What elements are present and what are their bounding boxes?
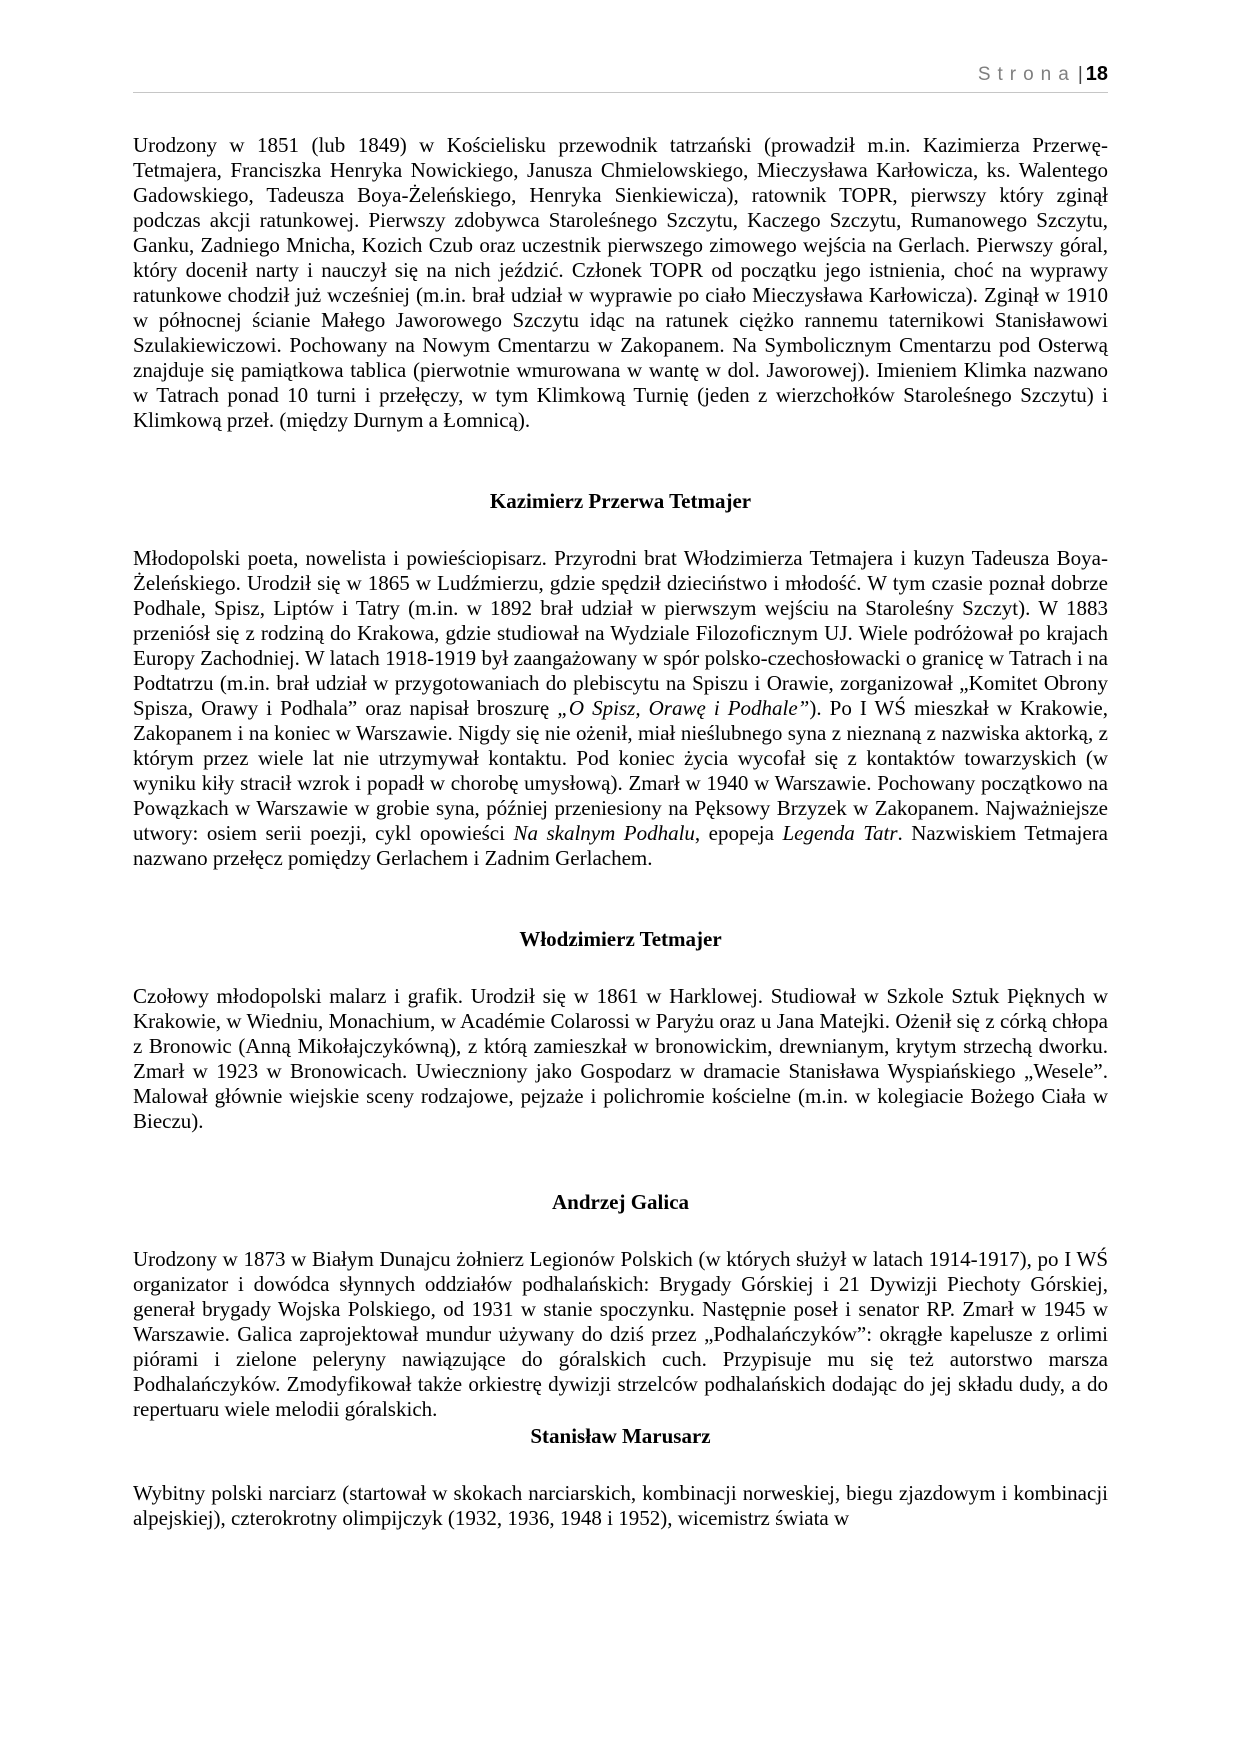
section-heading-kazimierz-przerwa-tetmajer: Kazimierz Przerwa Tetmajer [489,489,752,513]
section-heading-wlodzimierz-tetmajer: Włodzimierz Tetmajer [519,927,722,951]
text-run: , epopeja [694,821,783,845]
text-run: Urodzony w 1873 w Białym Dunajcu żołnierz Legionów Polskich (w których służył w latach 1914-1917), po I WŚ organizator i dowódca słynnych oddziałów podhalańskich: Brygady Górskiej i 21 Dywizji Piechoty Górskiej, generał brygady Wojska Polskiego, od 1931 w stanie spoczynku. Następnie poseł i senator RP. Zmarł w 1945 w Warszawie. Galica zaprojektował mundur używany do dziś przez „Podhalańczyków”: okrągłe kapelusze z orlimi piórami i zielone peleryny nawiązujące do góralskich cuch. Przypisuje mu się też autorstwo marsza Podhalańczyków. Zmodyfikował także orkiestrę dywizji strzelców podhalańskich dodając do jej składu dudy, a do repertuaru wiele melodii góralskich. [133,1247,1108,1421]
text-run: Młodopolski poeta, nowelista i powieściopisarz. Przyrodni brat Włodzimierza Tetmajera i kuzyn Tadeusza Boya-Żeleńskiego. Urodził się w 1865 w Ludźmierzu, gdzie spędził dzieciństwo i młodość. W tym czasie poznał dobrze Podhale, Spisz, Liptów i Tatry (m.in. w 1892 brał udział w pierwszym wejściu na Staroleśny Szczyt). W 1883 przeniósł się z rodziną do Krakowa, gdzie studiował na Wydziale Filozoficznym UJ. Wiele podróżował po krajach Europy Zachodniej. W latach 1918-1919 był zaangażowany w spór polsko-czechosłowacki o granicę w Tatrach i na Podtatrzu (m.in. brał udział w przygotowaniach do plebiscytu na Spiszu i Orawie, zorganizował „Komitet Obrony Spisza, Orawy i Podhala” oraz napisał broszurę [133,546,1108,720]
section-heading-stanislaw-marusarz: Stanisław Marusarz [530,1424,711,1448]
page-header-divider: | [1077,64,1083,85]
page-header-label: Strona [977,64,1076,85]
page-header [133,0,1108,87]
text-run: . Nazwiskiem Tetmajera nazwano przełęcz pomiędzy Gerlachem i Zadnim Gerlachem. [133,821,1108,870]
paragraph-wlodzimierz-tetmajer [133,984,1108,1134]
text-run-italic-book-title: Na skalnym Podhalu [513,821,695,845]
section-heading-andrzej-galica: Andrzej Galica [551,1190,690,1214]
page-number: 18 [1085,63,1108,85]
paragraph-andrzej-galica [133,1247,1108,1422]
text-run: Czołowy młodopolski malarz i grafik. Urodził się w 1861 w Harklowej. Studiował w Szkole Sztuk Pięknych w Krakowie, w Wiedniu, Monachium, w Académie Colarossi w Paryżu oraz u Jana Matejki. Ożenił się z córką chłopa z Bronowic (Anną Mikołajczykówną), z którą zamieszkał w bronowickim, drewnianym, krytym strzechą dworku. Zmarł w 1923 w Bronowicach. Uwieczniony jako Gospodarz w dramacie Stanisława Wyspiańskiego „Wesele”. Malował głównie wiejskie sceny rodzajowe, pejzaże i polichromie kościelne (m.in. w kolegiacie Bożego Ciała w Bieczu). [133,984,1108,1133]
text-run: ). Po I WŚ mieszkał w Krakowie, Zakopanem i na koniec w Warszawie. Nigdy się nie ożenił, miał nieślubnego syna z nieznaną z nazwiska aktorką, z którym przez wiele lat nie utrzymywał kontaktu. Pod koniec życia wycofał się z kontaktów towarzyskich (w wyniku kiły stracił wzrok i popadł w chorobę umysłową). Zmarł w 1940 w Warszawie. Pochowany początkowo na Powązkach w Warszawie w grobie syna, później przeniesiony na Pęksowy Brzyzek w Zakopanem. Najważniejsze utwory: osiem serii poezji, cykl opowieści [133,696,1109,845]
paragraph-stanislaw-marusarz [133,1481,1108,1531]
text-run-italic-book-title: „O Spisz, Orawę i Podhale” [557,696,810,720]
text-run: Wybitny polski narciarz (startował w skokach narciarskich, kombinacji norweskiej, biegu zjazdowym i kombinacji alpejskiej), czterokrotny olimpijczyk (1932, 1936, 1948 i 1952), wicemistrz świata w [133,1481,1108,1530]
paragraph-kazimierz-przerwa-tetmajer [133,546,1108,871]
paragraph-continuation: Urodzony w 1851 (lub 1849) w Kościelisku przewodnik tatrzański (prowadził m.in. Kazimierza Przerwę-Tetmajera, Franciszka Henryka Nowickiego, Janusza Chmielowskiego, Mieczysława Karłowicza, ks. Walentego Gadowskiego, Tadeusza Boya-Żeleńskiego, Henryka Sienkiewicza), ratownik TOPR, pierwszy który zginął podczas akcji ratunkowej. Pierwszy zdobywca Staroleśnego Szczytu, Kaczego Szczytu, Rumanowego Szczytu, Ganku, Zadniego Mnicha, Kozich Czub oraz uczestnik pierwszego zimowego wejścia na Gerlach. Pierwszy góral, który docenił narty i nauczył się na nich jeździć. Członek TOPR od początku jego istnienia, choć na wyprawy ratunkowe chodził już wcześniej (m.in. brał udział w wyprawie po ciało Mieczysława Karłowicza). Zginął w 1910 w północnej ścianie Małego Jaworowego Szczytu idąc na ratunek ciężko rannemu taternikowi Stanisławowi Szulakiewiczowi. Pochowany na Nowym Cmentarzu w Zakopanem. Na Symbolicznym Cmentarzu pod Osterwą znajduje się pamiątkowa tablica (pierwotnie wmurowana w wantę w dol. Jaworowej). Imieniem Klimka nazwano w Tatrach ponad 10 turni i przełęczy, w tym Klimkową Turnię (jeden z wierzchołków Staroleśnego Szczytu) i Klimkową przeł. (między Durnym a Łomnicą). [133,133,1108,432]
text-run-italic-book-title: Legenda Tatr [782,821,898,845]
document-body [133,93,1108,1531]
